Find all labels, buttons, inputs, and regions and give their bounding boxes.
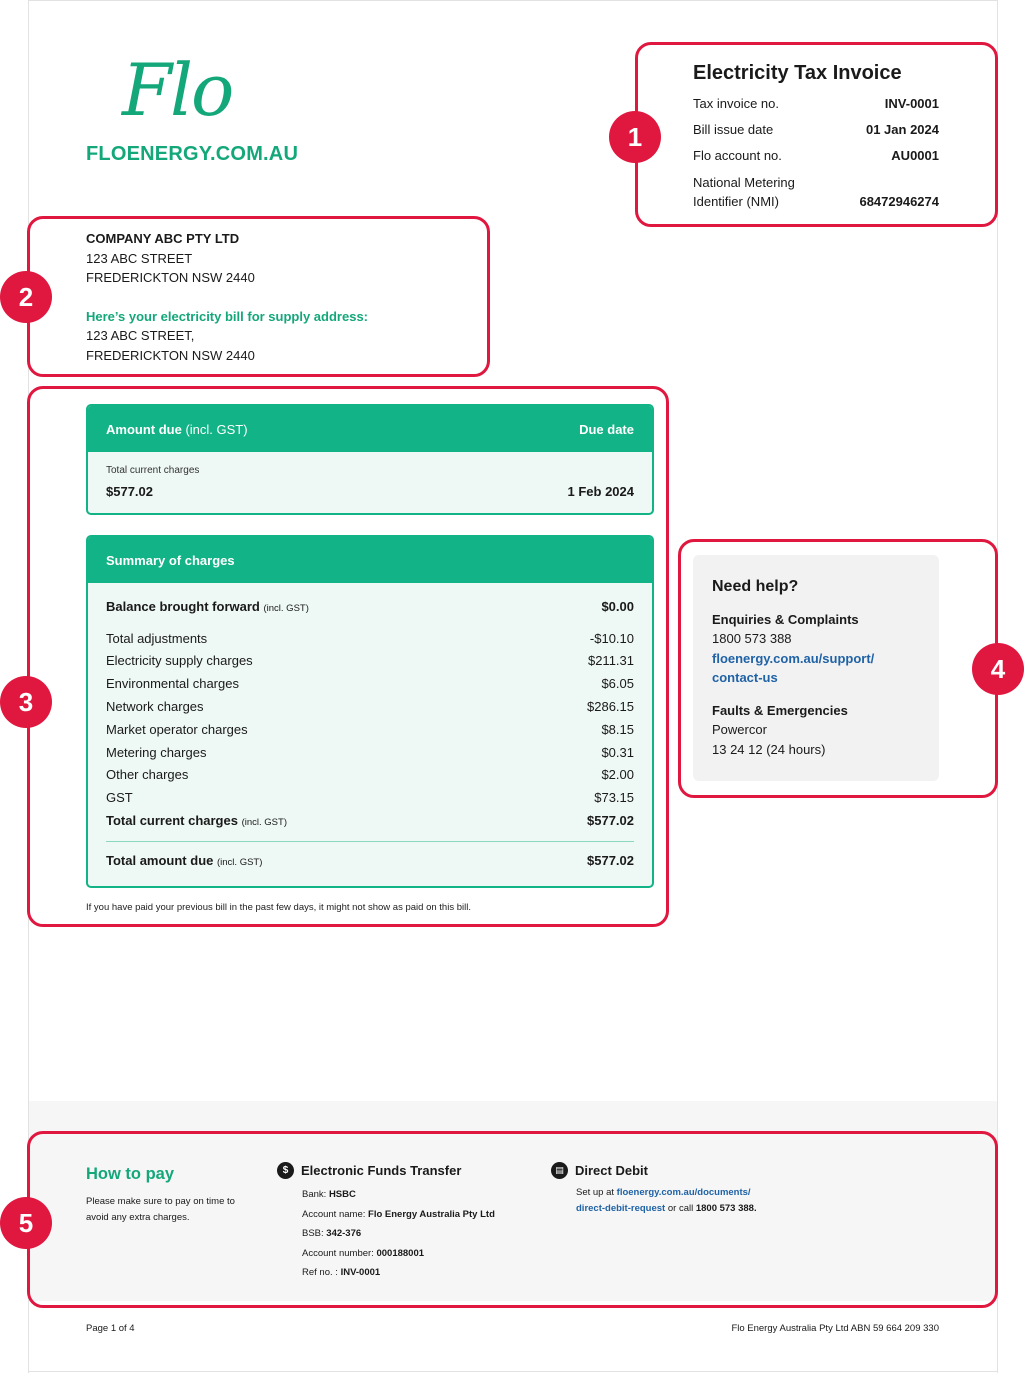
charge-label: Total adjustments xyxy=(106,630,208,646)
support-link-line-1: floenergy.com.au/support/ xyxy=(712,650,875,666)
charge-row xyxy=(106,650,634,673)
eft-account-name-value: Flo Energy Australia Pty Ltd xyxy=(368,1208,495,1220)
invoice-row-label: Tax invoice no. xyxy=(693,96,779,111)
address-line-1: 123 ABC STREET xyxy=(86,250,193,266)
logo-domain: FLOENERGY.COM.AU xyxy=(86,143,299,165)
callout-badge-3: 3 xyxy=(0,676,52,728)
address-line-2: FREDERICKTON NSW 2440 xyxy=(86,270,255,285)
invoice-title: Electricity Tax Invoice xyxy=(693,62,902,84)
eft-title: Electronic Funds Transfer xyxy=(301,1163,462,1178)
amount-due-card xyxy=(86,404,654,515)
charge-label: Environmental charges xyxy=(106,676,239,692)
page-number: Page 1 of 4 xyxy=(86,1323,135,1334)
eft-bsb-label: BSB: xyxy=(302,1228,327,1239)
summary-divider xyxy=(106,841,634,842)
charge-value: $73.15 xyxy=(594,790,634,806)
balance-label: Balance brought forward xyxy=(106,598,260,614)
total-current-row xyxy=(106,809,634,832)
eft-bank xyxy=(302,1185,495,1205)
charge-row xyxy=(106,695,634,718)
customer-address xyxy=(86,229,368,365)
eft-bank-label: Bank: xyxy=(302,1189,329,1200)
company-name: COMPANY ABC PTY LTD xyxy=(86,231,240,246)
nmi-value: 68472946274 xyxy=(859,194,939,209)
dollar-icon: $ xyxy=(277,1162,294,1179)
charge-value: $8.15 xyxy=(601,721,634,737)
supply-address-line-2: FREDERICKTON NSW 2440 xyxy=(86,347,255,363)
invoice-row xyxy=(693,96,939,111)
total-due-label: Total amount due xyxy=(106,852,214,868)
charge-row xyxy=(106,741,634,764)
amount-due-value: $577.02 xyxy=(106,484,153,499)
support-link-line-2: contact-us xyxy=(712,670,778,685)
eft-ref xyxy=(302,1263,495,1283)
total-current-suffix: (incl. GST) xyxy=(241,817,287,829)
summary-heading: Summary of charges xyxy=(106,552,235,568)
due-date-value: 1 Feb 2024 xyxy=(567,484,634,499)
balance-row xyxy=(106,595,634,618)
total-due-suffix: (incl. GST) xyxy=(217,856,263,868)
charge-label: Electricity supply charges xyxy=(106,653,253,669)
invoice-row-value: INV-0001 xyxy=(884,96,939,111)
eft-account-name xyxy=(302,1205,495,1225)
dd-prefix: Set up at xyxy=(576,1187,617,1198)
help-panel xyxy=(693,555,939,781)
invoice-row-value: AU0001 xyxy=(891,148,939,163)
charge-row xyxy=(106,718,634,741)
charge-value: $6.05 xyxy=(601,676,634,692)
nmi-label-line-2: Identifier (NMI) xyxy=(693,194,779,209)
charge-label: Network charges xyxy=(106,699,204,715)
eft-bsb xyxy=(302,1224,495,1244)
how-to-pay-note: Please make sure to pay on time to avoid any extra charges. xyxy=(86,1196,235,1223)
eft-bank-value: HSBC xyxy=(328,1189,356,1200)
enquiries-heading: Enquiries & Complaints xyxy=(712,611,859,627)
callout-badge-5: 5 xyxy=(0,1197,52,1249)
total-current-charges-label: Total current charges xyxy=(106,465,200,476)
balance-value: $0.00 xyxy=(601,598,634,614)
dd-link-line-2[interactable]: direct-debit-request xyxy=(576,1203,666,1214)
amount-due-heading xyxy=(106,422,248,437)
dd-link-line-1[interactable]: floenergy.com.au/documents/ xyxy=(616,1187,751,1198)
due-date-heading: Due date xyxy=(579,421,634,437)
total-due-value: $577.02 xyxy=(587,852,634,868)
eft-account-number-value: 000188001 xyxy=(376,1247,425,1259)
charge-value: $286.15 xyxy=(587,699,634,715)
how-to-pay-title: How to pay xyxy=(86,1165,175,1183)
faults-phone[interactable]: 13 24 12 (24 hours) xyxy=(712,741,826,757)
charge-label: Market operator charges xyxy=(106,721,248,737)
invoice-row-nmi xyxy=(693,173,939,211)
amount-due-row xyxy=(106,484,634,499)
flo-logo: Flo xyxy=(122,48,233,132)
eft-ref-value: INV-0001 xyxy=(340,1267,381,1278)
direct-debit-heading xyxy=(551,1162,648,1179)
direct-debit-details xyxy=(576,1185,757,1217)
invoice-row-value: 01 Jan 2024 xyxy=(865,122,939,137)
amount-due-title: Amount due xyxy=(106,421,182,437)
summary-body xyxy=(88,583,652,872)
charge-value: -$10.10 xyxy=(589,630,634,646)
summary-card xyxy=(86,535,654,888)
eft-account-number xyxy=(302,1244,495,1264)
faults-provider: Powercor xyxy=(712,722,767,737)
page-edge xyxy=(28,1371,998,1372)
summary-header xyxy=(88,537,652,583)
charge-row xyxy=(106,627,634,650)
invoice-row xyxy=(693,122,939,137)
charge-label: Metering charges xyxy=(106,744,207,760)
enquiries-phone[interactable]: 1800 573 388 xyxy=(712,631,792,646)
eft-ref-label: Ref no. : xyxy=(302,1267,341,1278)
invoice-row-label: Bill issue date xyxy=(693,122,774,137)
charge-label: Other charges xyxy=(106,767,189,783)
nmi-label-line-1: National Metering xyxy=(693,175,795,190)
charge-value: $2.00 xyxy=(601,767,634,783)
callout-badge-4: 4 xyxy=(972,643,1024,695)
company-abn: Flo Energy Australia Pty Ltd ABN 59 664 209 330 xyxy=(731,1323,939,1334)
total-due-row xyxy=(106,849,634,872)
total-current-value: $577.02 xyxy=(587,813,634,829)
payment-note: If you have paid your previous bill in the past few days, it might not show as paid on this bill. xyxy=(86,902,471,913)
balance-suffix: (incl. GST) xyxy=(263,602,309,614)
dd-phone[interactable]: 1800 573 388. xyxy=(695,1203,757,1214)
callout-badge-2: 2 xyxy=(0,271,52,323)
charge-label: GST xyxy=(106,790,133,806)
amount-due-suffix: (incl. GST) xyxy=(185,421,248,437)
eft-account-name-label: Account name: xyxy=(302,1208,369,1220)
eft-details xyxy=(302,1185,495,1283)
help-title: Need help? xyxy=(712,578,799,595)
dd-mid: or call xyxy=(665,1203,696,1214)
invoice-row xyxy=(693,148,939,163)
faults-heading: Faults & Emergencies xyxy=(712,702,848,718)
charge-row xyxy=(106,672,634,695)
direct-debit-icon: ▤ xyxy=(551,1162,568,1179)
total-current-label: Total current charges xyxy=(106,813,238,829)
direct-debit-title: Direct Debit xyxy=(575,1163,648,1178)
charge-value: $211.31 xyxy=(587,653,634,669)
support-link[interactable] xyxy=(712,649,920,688)
eft-bsb-value: 342-376 xyxy=(326,1228,362,1239)
callout-badge-1: 1 xyxy=(609,111,661,163)
supply-address-line-1: 123 ABC STREET, xyxy=(86,328,195,343)
charge-value: $0.31 xyxy=(601,744,634,760)
charge-row xyxy=(106,764,634,787)
supply-address-heading: Here’s your electricity bill for supply address: xyxy=(86,308,369,324)
nmi-label xyxy=(693,173,795,211)
eft-heading xyxy=(277,1162,461,1179)
amount-due-header xyxy=(88,406,652,452)
eft-account-number-label: Account number: xyxy=(302,1247,377,1259)
charge-row xyxy=(106,786,634,809)
invoice-row-label: Flo account no. xyxy=(693,148,782,163)
